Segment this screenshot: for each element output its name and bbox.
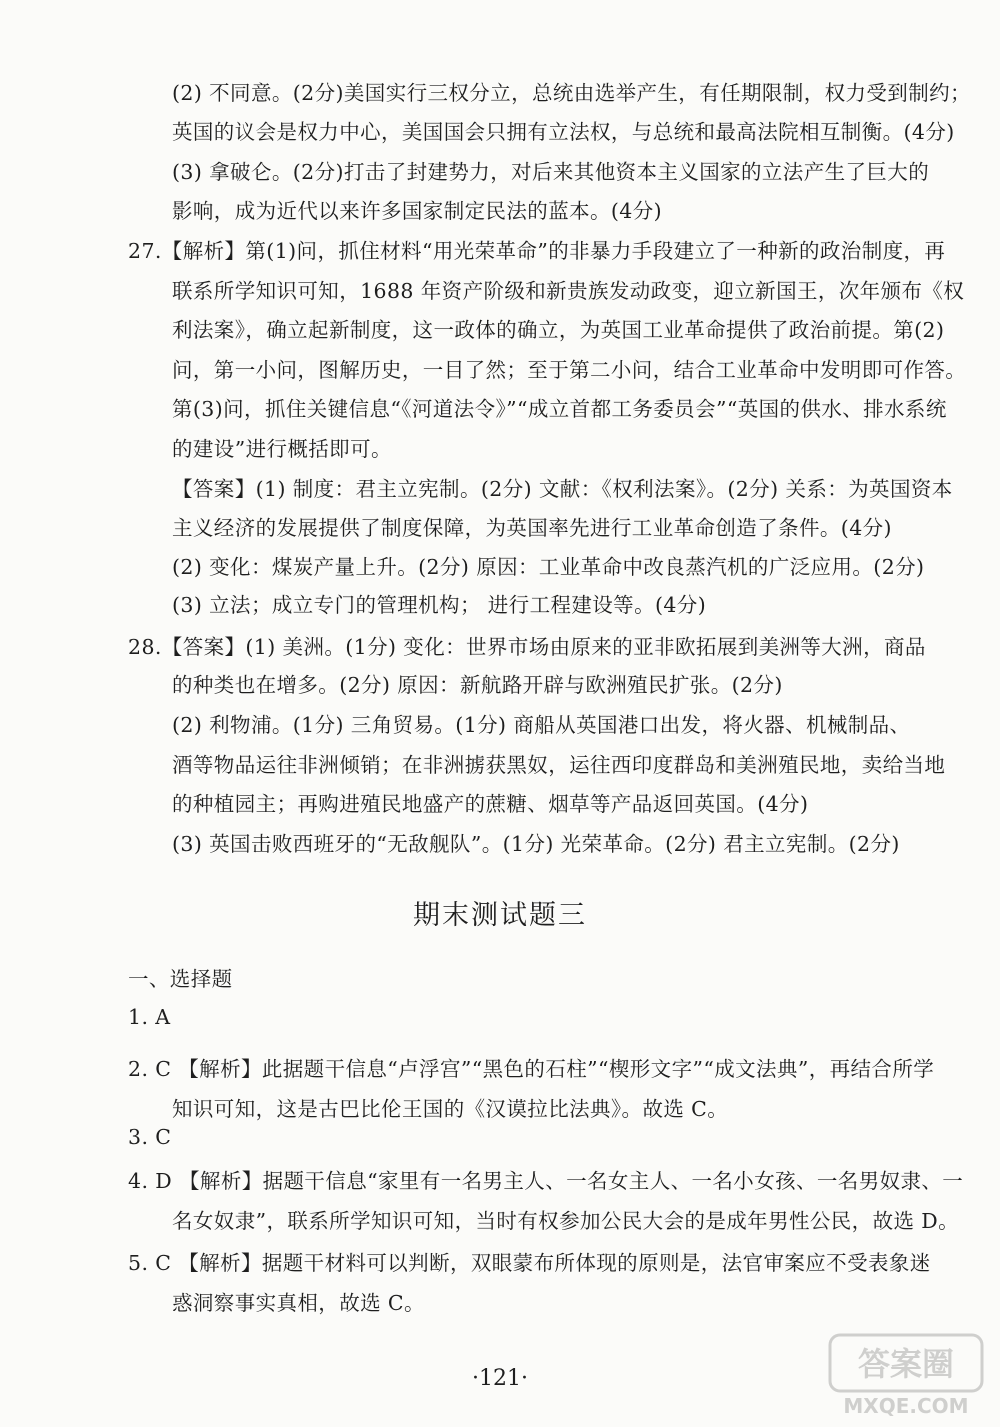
text-line: 第(3)问，抓住关键信息“《河道法令》”“成立首都工务委员会”“英国的供水、排水系统 — [172, 397, 947, 421]
text-line: 27.【解析】第(1)问，抓住材料“用光荣革命”的非暴力手段建立了一种新的政治制度，再 — [128, 239, 946, 263]
svg-text:MXQE.COM: MXQE.COM — [843, 1394, 969, 1418]
text-line: 主义经济的发展提供了制度保障，为英国率先进行工业革命创造了条件。(4分) — [172, 516, 892, 540]
page-number: ·121· — [472, 1366, 528, 1391]
text-line: 影响，成为近代以来许多国家制定民法的蓝本。(4分) — [172, 199, 663, 223]
text-line: (3) 拿破仑。(2分)打击了封建势力，对后来其他资本主义国家的立法产生了巨大的 — [172, 160, 930, 184]
text-line: 联系所学知识可知，1688 年资产阶级和新贵族发动政变，迎立新国王，次年颁布《权 — [172, 279, 965, 303]
text-line: 1. A — [128, 1005, 171, 1029]
text-line: 英国的议会是权力中心，美国国会只拥有立法权，与总统和最高法院相互制衡。(4分) — [172, 120, 955, 144]
text-line: 4. D 【解析】据题干信息“家里有一名男主人、一名女主人、一名小女孩、一名男奴隶、一 — [128, 1169, 964, 1193]
text-line: 问，第一小问，图解历史，一目了然；至于第二小问，结合工业革命中发明即可作答。 — [172, 358, 967, 382]
text-line: 知识可知，这是古巴比伦王国的《汉谟拉比法典》。故选 C。 — [172, 1097, 729, 1121]
text-line: 的种类也在增多。(2分) 原因：新航路开辟与欧洲殖民扩张。(2分) — [172, 673, 783, 697]
text-line: 利法案》，确立起新制度，这一政体的确立，为英国工业革命提供了政治前提。第(2) — [172, 318, 945, 342]
text-line: 的建设”进行概括即可。 — [172, 437, 392, 461]
text-line: (2) 变化：煤炭产量上升。(2分) 原因：工业革命中改良蒸汽机的广泛应用。(2分) — [172, 555, 925, 579]
text-line: 惑洞察事实真相，故选 C。 — [172, 1291, 425, 1315]
text-line: 2. C 【解析】此据题干信息“卢浮宫”“黑色的石柱”“楔形文字”“成文法典”，再结合所学 — [128, 1057, 935, 1081]
text-line: 【答案】(1) 制度：君主立宪制。(2分) 文献：《权利法案》。(2分) 关系：为英国资本 — [172, 477, 953, 501]
text-line: (3) 英国击败西班牙的“无敌舰队”。(1分) 光荣革命。(2分) 君主立宪制。(2分) — [172, 832, 900, 856]
text-line: (2) 利物浦。(1分) 三角贸易。(1分) 商船从英国港口出发，将火器、机械制品、 — [172, 713, 911, 737]
text-line: (3) 立法；成立专门的管理机构； 进行工程建设等。(4分) — [172, 593, 707, 617]
text-line: 28.【答案】(1) 美洲。(1分) 变化：世界市场由原来的亚非欧拓展到美洲等大洲，商品 — [128, 635, 926, 659]
text-line: 的种植园主；再购进殖民地盛产的蔗糖、烟草等产品返回英国。(4分) — [172, 792, 809, 816]
svg-text:答案圈: 答案圈 — [857, 1345, 955, 1383]
text-line: 名女奴隶”，联系所学知识可知，当时有权参加公民大会的是成年男性公民，故选 D。 — [172, 1209, 960, 1233]
watermark-logo — [826, 1331, 986, 1421]
text-line: 酒等物品运往非洲倾销；在非洲掳获黑奴，运往西印度群岛和美洲殖民地，卖给当地 — [172, 753, 946, 777]
section-title: 期末测试题三 — [413, 900, 587, 931]
text-line: 3. C — [128, 1125, 172, 1149]
text-line: (2) 不同意。(2分)美国实行三权分立，总统由选举产生，有任期限制，权力受到制约； — [172, 81, 971, 105]
text-line: 5. C 【解析】据题干材料可以判断，双眼蒙布所体现的原则是，法官审案应不受表象迷 — [128, 1251, 931, 1275]
text-line: 一、选择题 — [128, 967, 233, 991]
